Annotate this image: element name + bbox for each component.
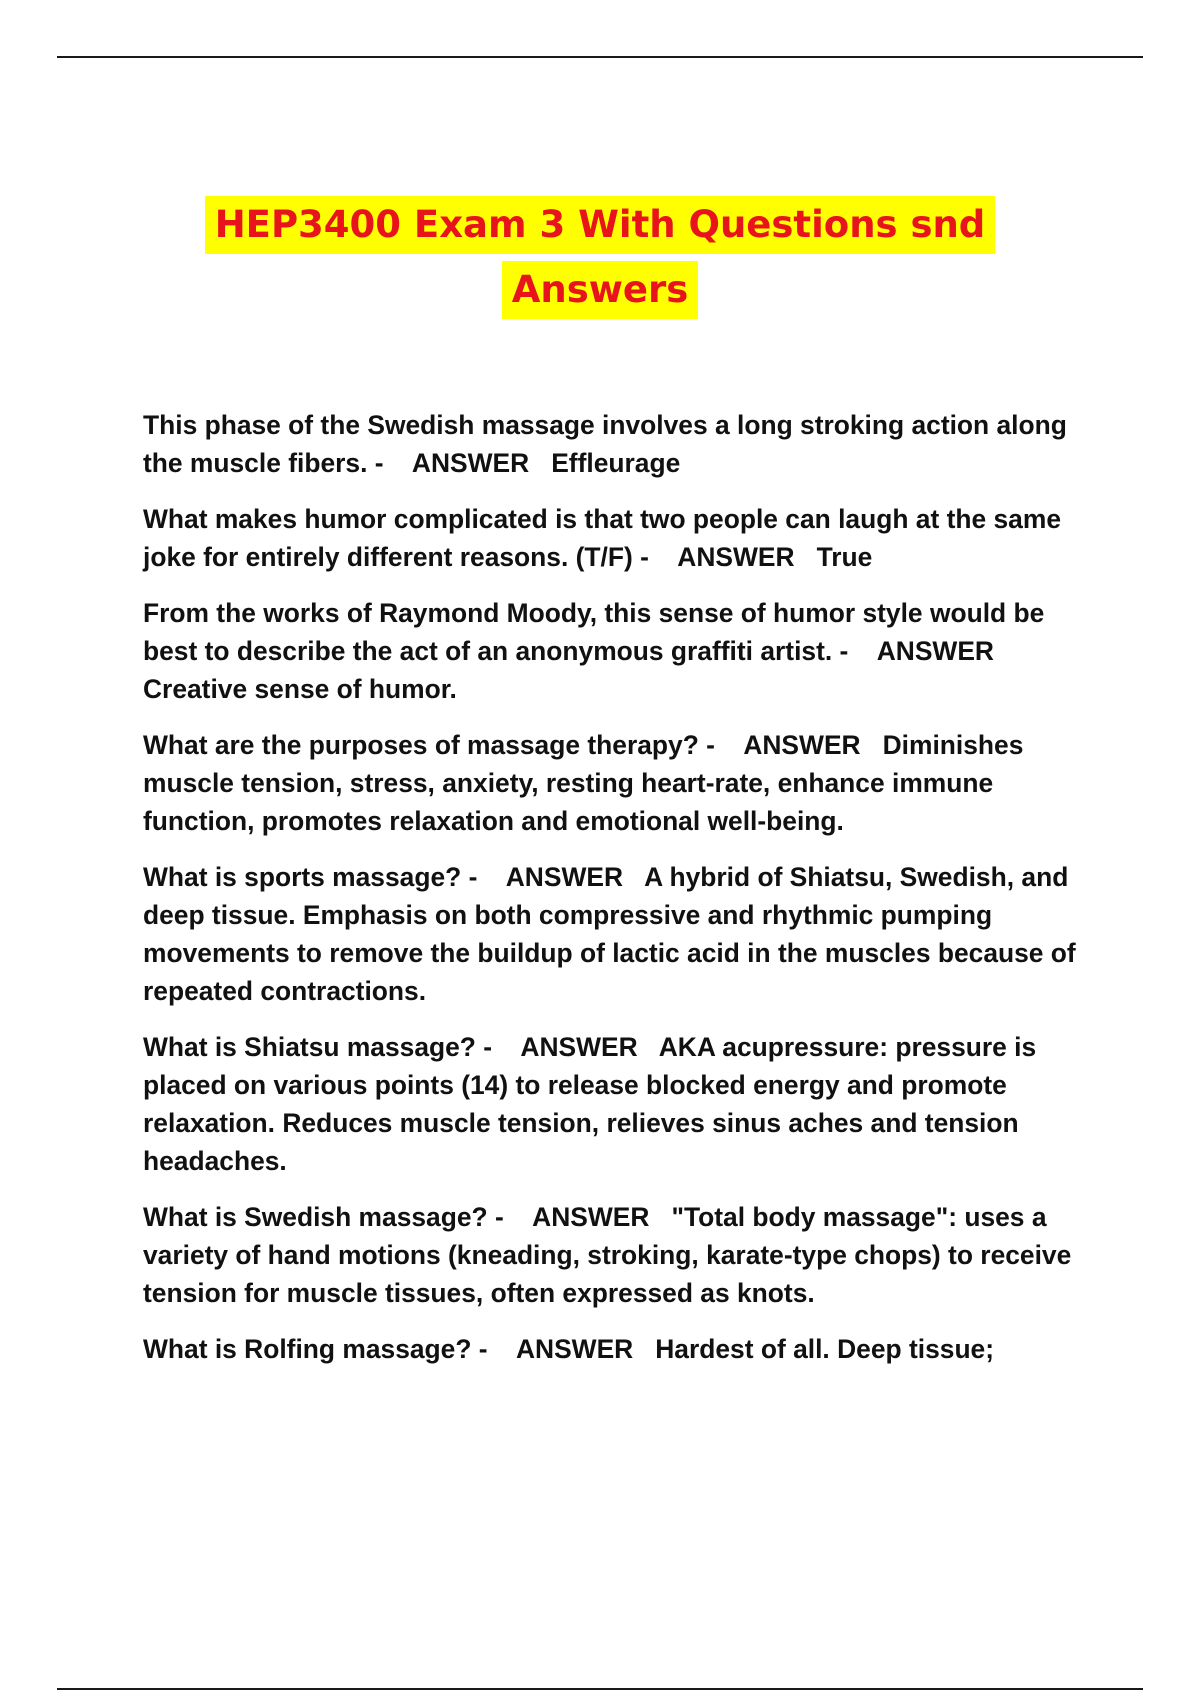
answer-label: ANSWER [743,730,861,760]
answer-label: ANSWER [515,1334,634,1364]
qa-item [143,1198,1093,1312]
question-text: What is Rolfing massage? [143,1334,472,1364]
qa-item [143,1028,1093,1180]
title-line-2: Answers [502,261,699,319]
answer-text: Hardest of all. Deep tissue; [655,1334,995,1364]
separator: - [832,636,856,666]
separator: - [475,1032,500,1062]
answer-text: True [816,542,873,572]
separator: - [367,448,391,478]
answer-text: A hybrid of Shiatsu, Swedish, and deep tissue. Emphasis on both compressive and rhythmic pumping movements to remove the buildup of lactic acid in the muscles because of repeated contractions. [143,862,1084,1006]
question-text: This phase of the Swedish massage involves a long stroking action along the muscle fibers. [143,410,1075,478]
qa-item [143,500,1093,576]
separator: - [632,542,657,572]
separator: - [461,862,485,892]
answer-text: Creative sense of humor. [143,674,457,704]
answer-text: AKA acupressure: pressure is placed on various points (14) to release blocked energy and promote relaxation. Reduces muscle tension, relieves sinus aches and tension headaches. [143,1032,1044,1176]
qa-item [143,406,1093,482]
qa-list [143,406,1093,1386]
answer-label: ANSWER [411,448,530,478]
answer-label: ANSWER [520,1032,638,1062]
qa-item [143,594,1093,708]
answer-text: Effleurage [551,448,681,478]
top-rule [57,56,1143,58]
title-line-1: HEP3400 Exam 3 With Questions snd [205,196,996,254]
qa-item [143,858,1093,1010]
qa-item [143,1330,1093,1368]
separator: - [487,1202,512,1232]
question-text: From the works of Raymond Moody, this sense of humor style would be best to describe the act of an anonymous graffiti artist. [143,598,1052,666]
answer-text: "Total body massage": uses a variety of hand motions (kneading, stroking, karate-type chops) to receive tension for muscle tissues, often expressed as knots. [143,1202,1079,1308]
separator: - [698,730,723,760]
qa-item [143,726,1093,840]
answer-label: ANSWER [677,542,795,572]
answer-label: ANSWER [876,636,994,666]
document-title [0,196,1200,326]
answer-text: Diminishes muscle tension, stress, anxiety, resting heart-rate, enhance immune function, promotes relaxation and emotional well-being. [143,730,1031,836]
question-text: What are the purposes of massage therapy? [143,730,699,760]
bottom-rule [57,1688,1143,1690]
question-text: What is Swedish massage? [143,1202,488,1232]
question-text: What is sports massage? [143,862,462,892]
question-text: What makes humor complicated is that two people can laugh at the same joke for entirely different reasons. (T/F) [143,504,1069,572]
answer-label: ANSWER [505,862,624,892]
separator: - [471,1334,495,1364]
answer-label: ANSWER [532,1202,650,1232]
question-text: What is Shiatsu massage? [143,1032,476,1062]
